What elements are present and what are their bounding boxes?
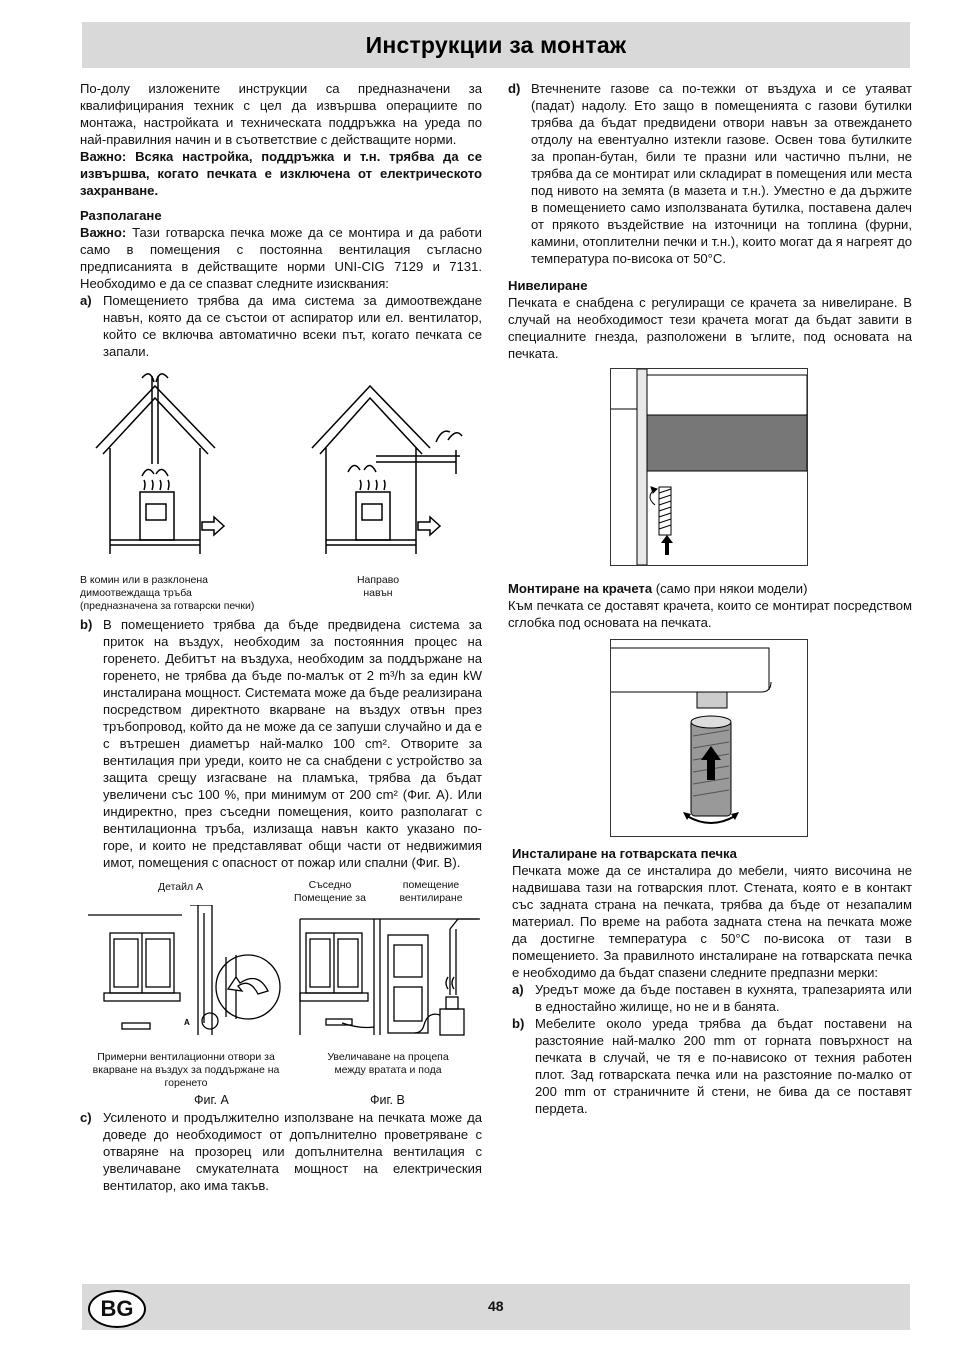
caption-line: навън: [363, 587, 393, 599]
page-number: 48: [488, 1298, 504, 1314]
label-line: помещение: [402, 879, 460, 891]
detail-marker: A: [184, 1018, 190, 1027]
list-label: b): [512, 1016, 525, 1031]
caption-line: между вратата и пода: [334, 1064, 442, 1076]
list-item-d: [508, 80, 912, 267]
neighbor-room-label: [290, 879, 370, 905]
install-paragraph: Печката може да се инсталира до мебели, чиято височина не надвишава тази на готварския плот. Стената, която е в контакт със задната страна на печката, трябва да бъде от незапалим материал. По време на работа задната стена на печката може да достигне температура с 50°C по-висока от тази в помещението. За правилното инсталиране на готварската печка е необходимо да бъдат спазени следните предпазни мерки:: [512, 863, 912, 980]
placement-text: Тази готварска печка може да се монтира и да работи само в помещения с постоянна вентилация съгласно предписанията в действащите норми UNI-CIG 7129 и 7131. Необходимо е да се спазват следните изисквания:: [80, 225, 482, 291]
caption-line: Примерни вентилационни отвори за: [97, 1051, 275, 1063]
list-text: Помещението трябва да има система за димоотвеждане навън, която да се състои от аспиратор или ел. вентилатор, който се включва автоматично всеки път, когато печката се запали.: [103, 293, 482, 359]
right-column: [508, 80, 912, 1117]
left-column: [80, 80, 482, 1194]
intro-paragraph: По-долу изложените инструкции са предназначени за квалифицирания техник с цел да извършва операциите по монтажа, настройката и техническата поддръжка на уреда по най-правилния начин и в съответствие с действащите норми.: [80, 81, 482, 147]
placement-heading: Разполагане: [80, 208, 162, 223]
fig-a-label: Фиг. A: [194, 1093, 229, 1107]
label-line: вентилиране: [399, 892, 463, 904]
caption-line: В комин или в разклонена: [80, 574, 208, 586]
important-note: Важно: Всяка настройка, поддръжка и т.н. трябва да се извършва, когато печката е изключена от електрическото захранване.: [80, 149, 482, 198]
list-label: a): [80, 293, 92, 308]
list-text: Усиленото и продължително използване на печката може да доведе до необходимост от допълнително проветряване с отваряне на прозорец или допълнителна вентилация с увеличаване смукателната мощност на електрическия вентилатор, ако има такъв.: [103, 1110, 482, 1193]
list-text: В помещението трябва да бъде предвидена система за приток на въздух, необходим за постоянния процес на горенето. Дебитът на въздуха, необходим за поддържане на горенето, не трябва да бъде по-малък от 2 m³/h за един kW инсталирана мощност. Системата може да бъде реализирана посредством директното вкарване на въздух отвън през тръбопровод, който да не може да се запуши случайно и да е с вътрешен диаметър най-малко 100 cm². Отворите за вентилация при уреди, които не са снабдени с устройство за защита срещу изгасване на пламъка, трябва да бъдат увеличени със 100 %, при минимум от 200 cm² (Фиг. A). Или индиректно, през съседни помещения, които разполагат с вентилационна тръба, излизаща навън както указано по-горе, и които не представляват общи части от недвижимия имот, помещения с опасност от пожар или спални (Фиг. B).: [103, 617, 482, 870]
leveling-paragraph: Печката е снабдена с регулиращи се крачета за нивелиране. В случай на необходимост тези крачета могат да бъдат завити в специалните гнезда, разположени в ъглите, под основата на печката.: [508, 295, 912, 361]
chimney-illustration: [80, 364, 482, 572]
fig-b-label: Фиг. B: [370, 1093, 405, 1107]
leveling-figure: [610, 368, 808, 566]
page-header: [82, 22, 910, 68]
detail-a-label: Детайл A: [158, 881, 204, 893]
caption-line: горенето: [164, 1077, 208, 1089]
caption-line: димоотвеждаща тръба: [80, 587, 192, 599]
list-item-b: [80, 616, 482, 871]
feet-heading: Монтиране на крачета: [508, 581, 653, 596]
placement-paragraph: [80, 224, 482, 292]
fig1-caption-left: [80, 574, 290, 613]
page-title: Инструкции за монтаж: [365, 31, 627, 58]
install-item-a: [508, 981, 912, 1015]
list-item-c: [80, 1109, 482, 1194]
list-text: Втечнените газове са по-тежки от въздуха и се утаяват (падат) надолу. Ето защо в помещенията с газови бутилки трябва да бъдат предвидени отвори навън за отвеждането отдолу на евентуално изтекли газове. Освен това бутилките за пропан-бутан, били те празни или частично пълни, не трябва да се монтират или складират в помещения или места под нивото на земята (в мазета и т.н.). Уместно е да държите в помещението само използваната бутилка, поставена далеч от прякото въздействие на източници на топлина (фурни, камини, отоплителни печки и т.н.), които могат да я нагреят до температура по-висока от 50°C.: [531, 81, 912, 266]
fig1-caption-right: [338, 574, 418, 600]
caption-line: Направо: [356, 574, 400, 586]
feet-paragraph: Към печката се доставят крачета, които се монтират посредством сглобка под основата на печката.: [508, 598, 912, 630]
caption-line: (предназначена за готварски печки): [80, 600, 255, 612]
figure-chimney-diagram: [80, 364, 482, 616]
list-item-a: [80, 292, 482, 360]
label-line: Помещение за: [294, 892, 366, 904]
ventilated-room-label: [388, 879, 474, 905]
list-label: b): [80, 617, 93, 632]
ventilation-illustration: [80, 905, 482, 1045]
list-label: d): [508, 81, 521, 96]
placement-important-label: Важно:: [80, 225, 127, 240]
install-item-b: [508, 1015, 912, 1117]
list-label: c): [80, 1110, 92, 1125]
fig2-caption-right: [306, 1051, 470, 1077]
install-heading: Инсталиране на готварската печка: [512, 846, 737, 861]
language-badge: BG: [88, 1290, 146, 1328]
figure-ventilation-diagram: [80, 875, 482, 1109]
label-line: Съседно: [308, 879, 352, 891]
leveling-heading: Нивелиране: [508, 278, 588, 293]
feet-figure: [610, 639, 808, 837]
fig2-caption-left: [80, 1051, 292, 1090]
caption-line: Увеличаване на процепа: [327, 1051, 449, 1063]
list-text: Мебелите около уреда трябва да бъдат поставени на разстояние най-малко 200 mm от горната повърхност на печката в случай, че тя е по-нависоко от техния работен плот. Зад готварската печка или на разстояние по-малко от 200 mm от страничните й стени, не бива да се поставят пердета.: [535, 1016, 912, 1116]
caption-line: вкарване на въздух за поддържане на: [92, 1064, 280, 1076]
leveling-foot-illustration: [611, 369, 807, 565]
feet-mounting-illustration: [611, 640, 807, 836]
list-text: Уредът може да бъде поставен в кухнята, трапезарията или в едностайно жилище, но не и в банята.: [535, 982, 912, 1014]
feet-heading-note: (само при някои модели): [652, 581, 808, 596]
list-label: a): [512, 982, 524, 997]
feet-heading-paragraph: [508, 580, 912, 597]
